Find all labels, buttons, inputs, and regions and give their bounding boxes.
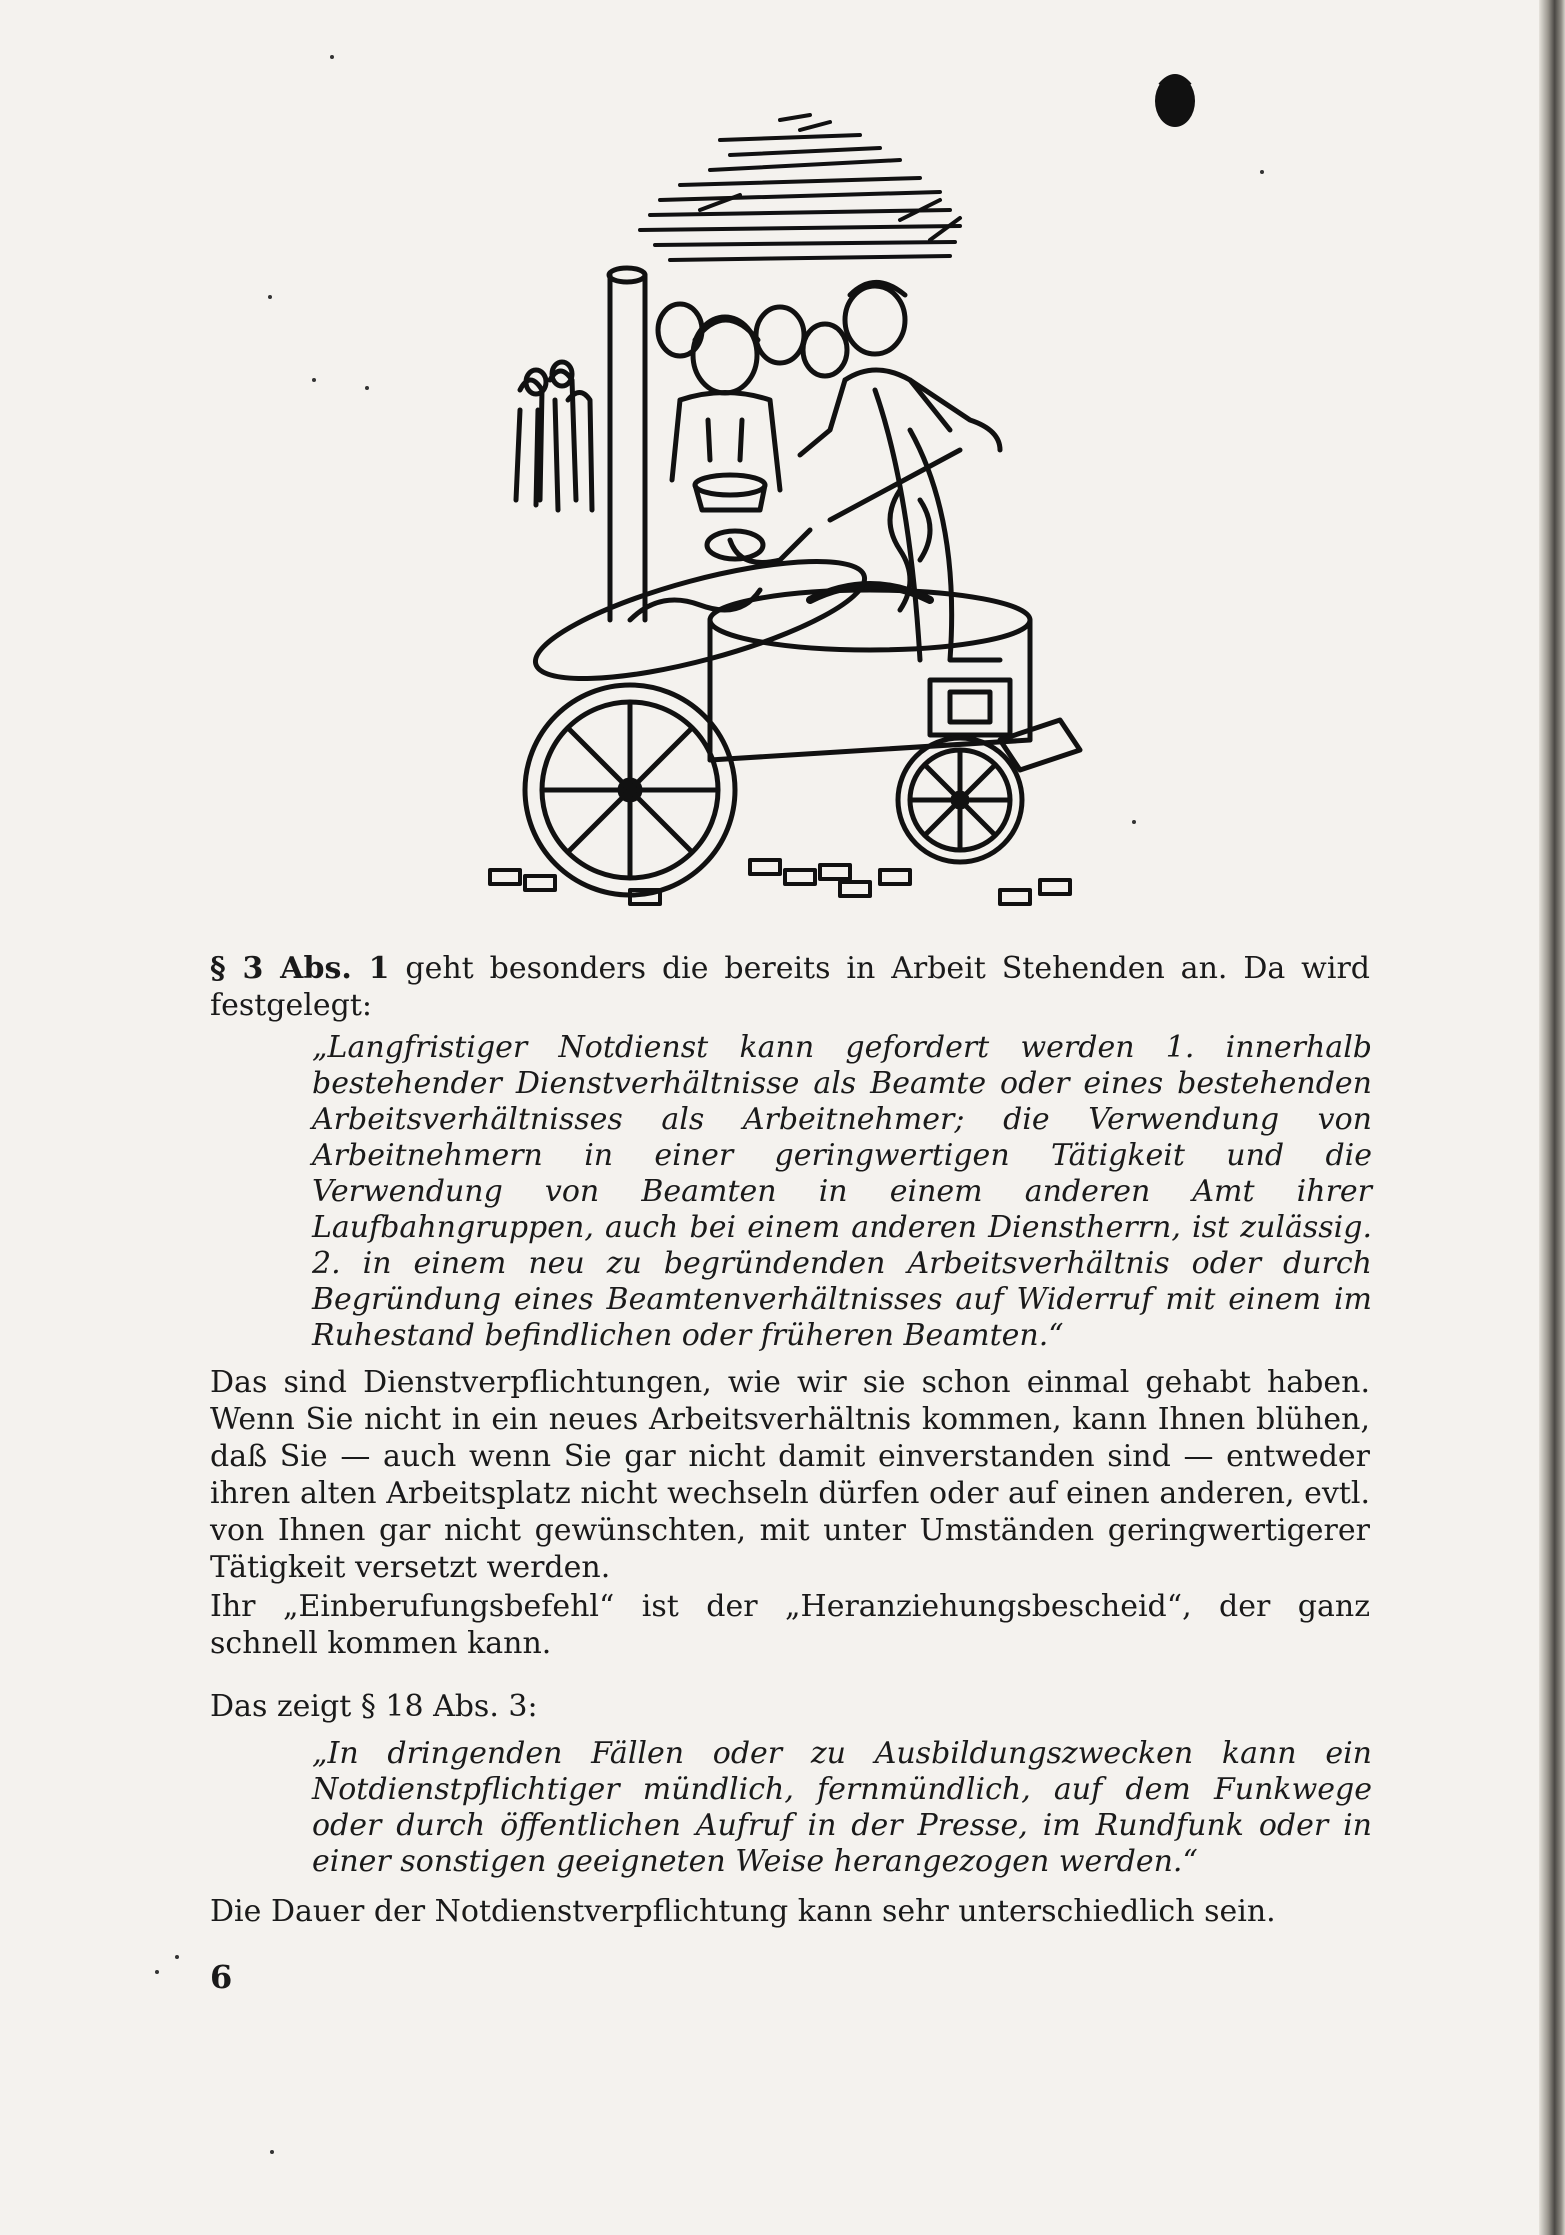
scan-speck <box>365 386 369 390</box>
scan-speck <box>312 378 316 382</box>
quotation-section-18: „In dringenden Fällen oder zu Ausbildungszwecken kann ein Notdienstpflichtiger mündlich, fernmündlich, auf dem Funkwege oder durch öffentlichen Aufruf in der Presse, im Rundfunk oder in einer sonstigen geeigneten Weise herangezogen werden.“ <box>312 1736 1372 1879</box>
paragraph-intro-text: geht besonders die bereits in Arbeit Stehenden an. Da wird festgelegt: <box>210 951 1370 1023</box>
paragraph-duration: Die Dauer der Notdienstverpflichtung kann sehr unterschiedlich sein. <box>210 1894 1276 1929</box>
scan-speck <box>155 1970 159 1974</box>
scan-speck <box>1260 170 1264 174</box>
scan-speck <box>270 2150 274 2154</box>
paragraph-draft-notice: Ihr „Einberufungsbefehl“ ist der „Heranziehungsbescheid“, der ganz schnell kommen kann. <box>210 1589 1370 1661</box>
paragraph-service-obligations: Das sind Dienstverpflichtungen, wie wir sie schon einmal gehabt haben. Wenn Sie nicht in ein neues Arbeitsverhältnis kommen, kann Ihnen blühen, daß Sie — auch wenn Sie gar nicht damit einverstanden sind — entweder ihren alten Arbeitsplatz nicht wechseln dürfen oder auf einen anderen, evtl. von Ihnen gar nicht gewünschten, mit unter Umständen geringwertigerer Tätigkeit versetzt werden. <box>210 1365 1370 1585</box>
page-number: 6 <box>210 1958 233 1996</box>
scan-speck <box>1132 820 1136 824</box>
punch-hole <box>1150 65 1200 131</box>
scan-speck <box>175 1955 179 1959</box>
section-reference: § 3 Abs. 1 <box>210 951 390 986</box>
scan-speck <box>268 295 272 299</box>
paragraph-intro <box>210 950 1370 1024</box>
field-kitchen-illustration <box>480 100 1090 930</box>
book-spine-edge <box>1539 0 1565 2235</box>
quotation-section-3: „Langfristiger Notdienst kann gefordert werden 1. innerhalb bestehender Dienstverhältnisse als Beamte oder eines bestehenden Arbeitsverhältnisses als Arbeitnehmer; die Verwendung von Arbeitnehmern in einer geringwertigen Tätigkeit und die Verwendung von Beamten in einem anderen Amt ihrer Laufbahngruppen, auch bei einem anderen Dienstherrn, ist zulässig. 2. in einem neu zu begründenden Arbeitsverhältnis oder durch Begründung eines Beamtenverhältnisses auf Widerruf mit einem im Ruhestand befindlichen oder früheren Beamten.“ <box>312 1030 1372 1353</box>
scan-speck <box>330 55 334 59</box>
section-18-heading: Das zeigt § 18 Abs. 3: <box>210 1689 538 1724</box>
